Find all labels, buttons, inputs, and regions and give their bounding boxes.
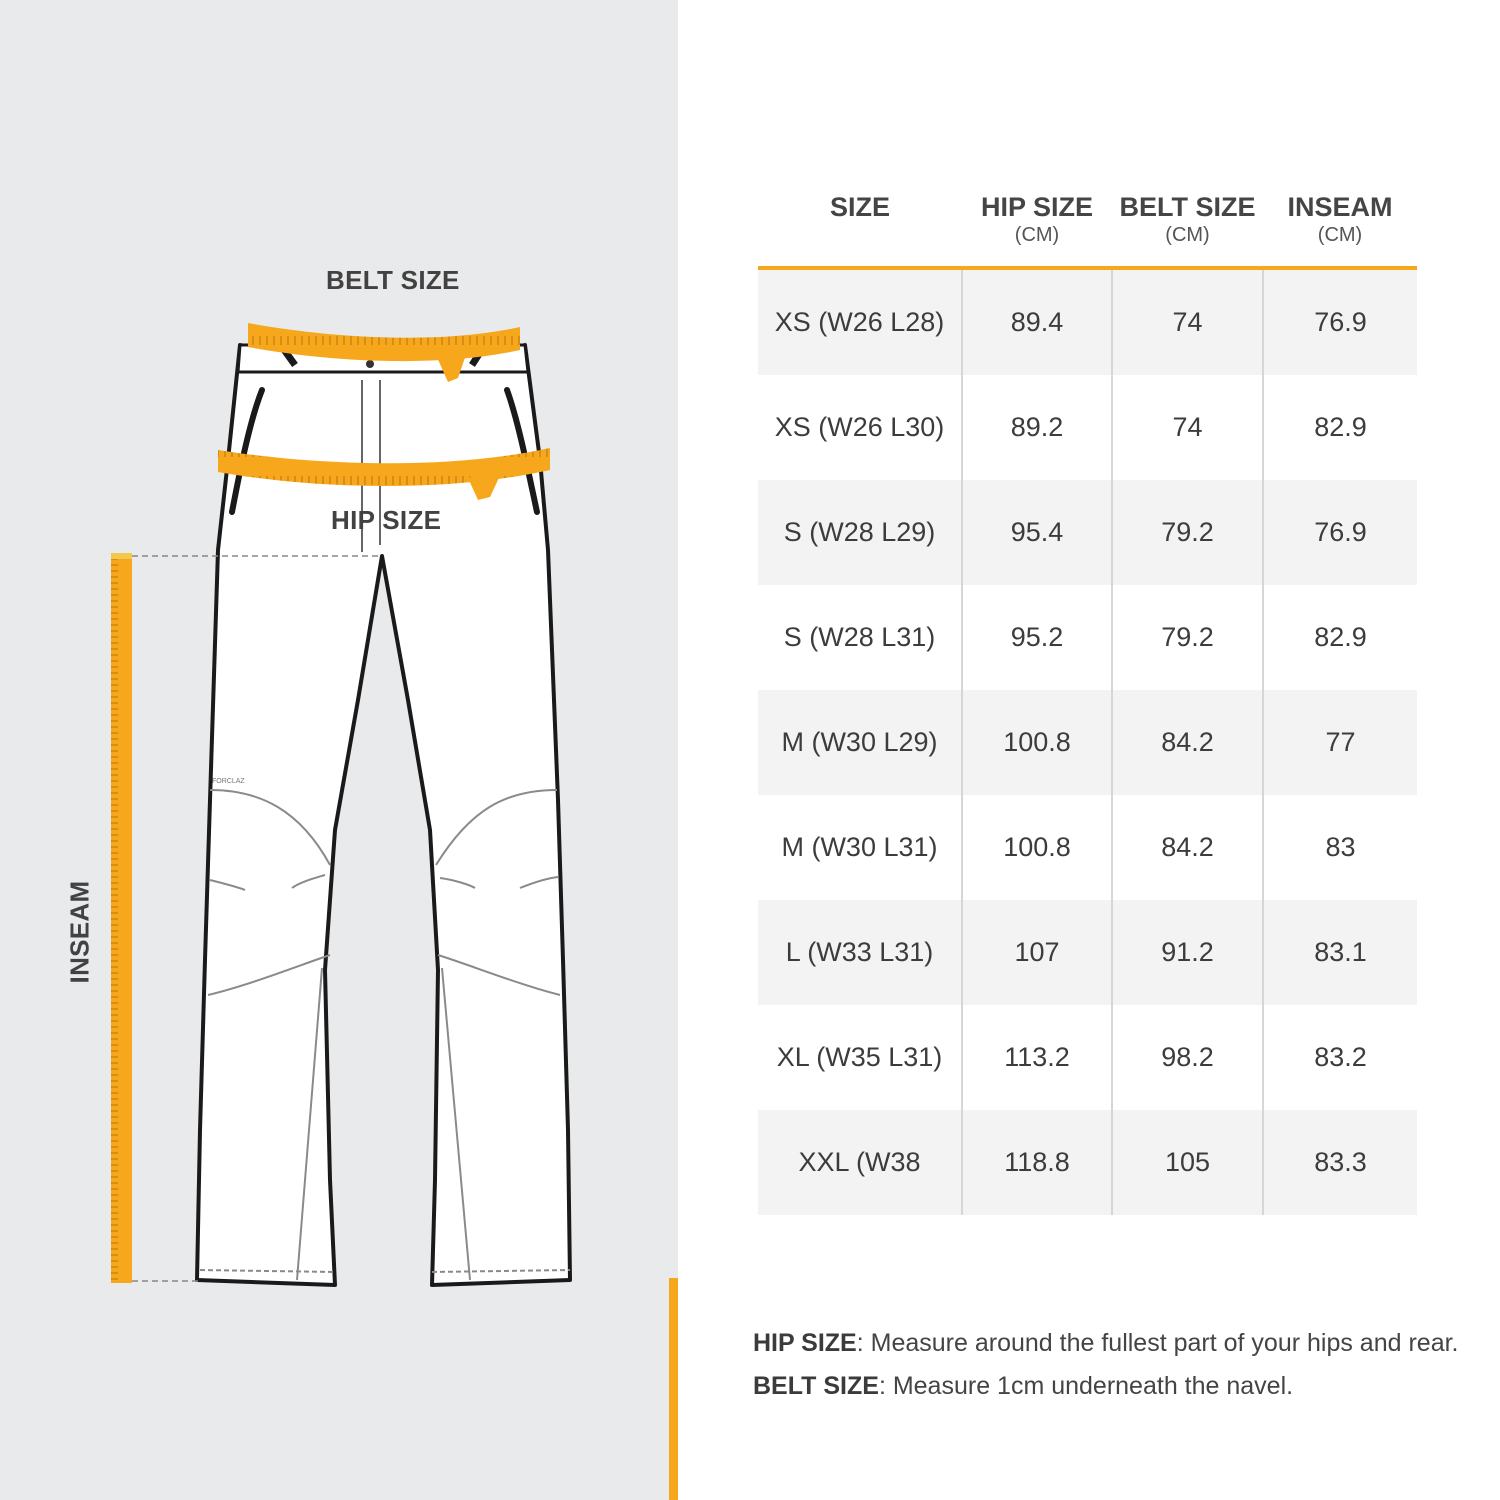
cell-hip: 89.4	[962, 268, 1112, 375]
cell-belt: 74	[1112, 375, 1263, 480]
table-row	[758, 690, 1417, 795]
hip-size-label: HIP SIZE	[331, 505, 442, 535]
cell-hip: 107	[962, 900, 1112, 1005]
cell-hip: 89.2	[962, 375, 1112, 480]
cell-hip: 113.2	[962, 1005, 1112, 1110]
cell-size: S (W28 L31)	[783, 622, 936, 652]
cell-size: XS (W26 L28)	[758, 268, 962, 375]
cell-size: XL (W35 L31)	[776, 1042, 943, 1072]
cell-inseam: 76.9	[1263, 268, 1417, 375]
cell-belt: 84.2	[1112, 795, 1263, 900]
note-belt-size	[753, 1365, 1473, 1408]
button	[366, 360, 374, 368]
cell-inseam: 77	[1263, 690, 1417, 795]
cell-hip: 118.8	[962, 1110, 1112, 1215]
cell-belt: 74	[1112, 268, 1263, 375]
cell-belt: 79.2	[1112, 480, 1263, 585]
header-unit: (CM)	[1317, 224, 1363, 246]
table-header-row	[758, 190, 1417, 268]
pants-outline	[197, 345, 570, 1285]
cell-hip: 100.8	[962, 690, 1112, 795]
cell-hip: 100.8	[962, 795, 1112, 900]
cell-inseam: 83	[1263, 795, 1417, 900]
cell-belt: 105	[1112, 1110, 1263, 1215]
note-hip-size	[753, 1322, 1473, 1365]
cell-hip: 95.4	[962, 480, 1112, 585]
header-label: BELT SIZE	[1119, 192, 1256, 222]
cell-size: M (W30 L31)	[781, 832, 938, 862]
belt-size-label: BELT SIZE	[326, 265, 460, 295]
pants-illustration	[0, 0, 678, 1500]
table-row	[758, 585, 1417, 690]
brand-mark: FORCLAZ	[212, 778, 245, 785]
inseam-label: INSEAM	[64, 880, 95, 984]
header-inseam	[1263, 190, 1417, 268]
cell-inseam: 76.9	[1263, 480, 1417, 585]
table-row	[758, 795, 1417, 900]
header-label: SIZE	[829, 192, 890, 222]
note-term: HIP SIZE	[753, 1329, 857, 1357]
table-row	[758, 268, 1417, 375]
note-term: BELT SIZE	[753, 1372, 879, 1400]
header-size	[758, 190, 962, 268]
cell-belt: 91.2	[1112, 900, 1263, 1005]
header-label: HIP SIZE	[980, 192, 1094, 222]
cell-size: L (W33 L31)	[758, 900, 962, 1005]
measurement-notes	[753, 1322, 1473, 1408]
cell-size: S (W28 L29)	[758, 480, 962, 585]
table-row	[758, 1110, 1417, 1215]
cell-inseam: 83.1	[1263, 900, 1417, 1005]
table-row	[758, 480, 1417, 585]
header-unit: (CM)	[1014, 224, 1060, 246]
accent-bar	[669, 1278, 678, 1500]
table-row	[758, 900, 1417, 1005]
table-row	[758, 375, 1417, 480]
header-belt-size	[1112, 190, 1263, 268]
header-hip-size	[962, 190, 1112, 268]
header-label: INSEAM	[1287, 192, 1393, 222]
cell-belt: 84.2	[1112, 690, 1263, 795]
cell-size: XS (W26 L30)	[774, 412, 945, 442]
cell-belt: 98.2	[1112, 1005, 1263, 1110]
cell-size: XXL (W38	[758, 1110, 962, 1215]
table-row	[758, 1005, 1417, 1110]
cell-size: M (W30 L29)	[758, 690, 962, 795]
note-text: : Measure 1cm underneath the navel.	[878, 1372, 1294, 1400]
note-text: : Measure around the fullest part of your hips and rear.	[856, 1329, 1459, 1357]
cell-belt: 79.2	[1112, 585, 1263, 690]
header-unit: (CM)	[1165, 224, 1210, 246]
cell-inseam: 83.2	[1263, 1005, 1417, 1110]
cell-hip: 95.2	[962, 585, 1112, 690]
cell-inseam: 83.3	[1263, 1110, 1417, 1215]
size-chart-table	[758, 190, 1417, 1215]
cell-inseam: 82.9	[1263, 585, 1417, 690]
cell-inseam: 82.9	[1263, 375, 1417, 480]
inseam-ruler	[111, 555, 132, 1283]
